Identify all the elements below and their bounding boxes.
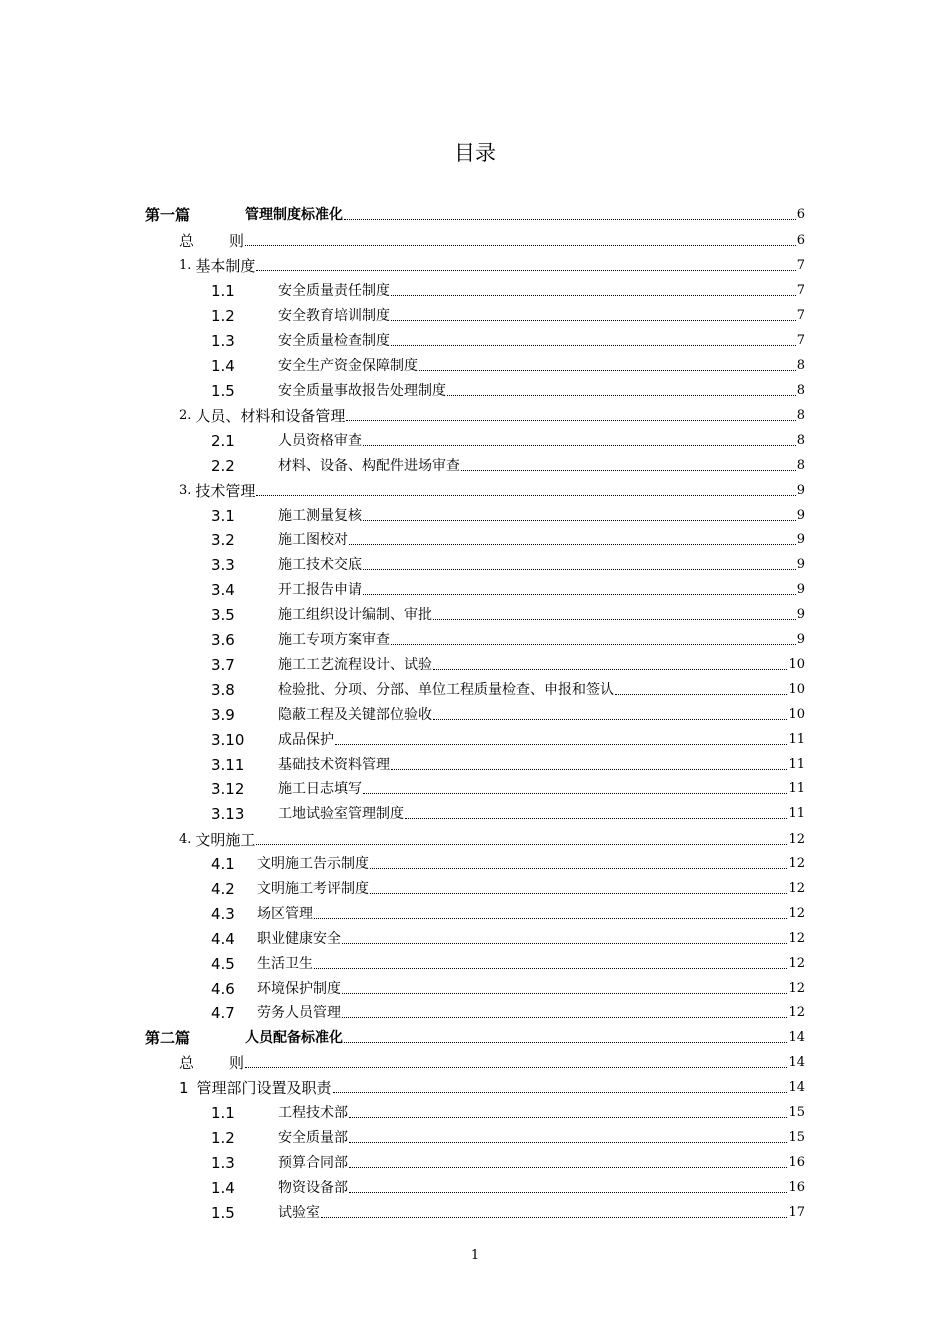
toc-leader-dots xyxy=(391,320,796,321)
toc-entry-number: 3.6 xyxy=(211,631,235,649)
toc-entry-number: 1.5 xyxy=(211,382,235,400)
toc-entry[interactable] xyxy=(211,998,805,1022)
toc-entry-label: 文明施工考评制度 xyxy=(257,881,369,897)
toc-entry-page: 7 xyxy=(796,333,805,348)
toc-entry[interactable] xyxy=(211,326,805,350)
toc-leader-dots xyxy=(256,844,787,845)
toc-entry-label: 职业健康安全 xyxy=(257,931,341,947)
toc-entry-page: 12 xyxy=(788,981,805,996)
toc-entry-number: 第二篇 xyxy=(145,1029,191,1047)
toc-entry-page: 9 xyxy=(796,632,805,647)
toc-entry-label: 管理部门设置及职责 xyxy=(196,1079,332,1097)
toc-entry-page: 16 xyxy=(788,1155,805,1170)
toc-entry-page: 12 xyxy=(788,931,805,946)
toc-leader-dots xyxy=(321,1217,787,1218)
toc-leader-dots xyxy=(349,1167,787,1168)
toc-entry-number: 总 xyxy=(179,232,195,250)
toc-entry-page: 10 xyxy=(788,682,805,697)
toc-entry-number: 3.7 xyxy=(211,656,235,674)
toc-entry[interactable] xyxy=(211,625,805,649)
toc-entry-label: 安全教育培训制度 xyxy=(278,308,390,324)
toc-entry[interactable] xyxy=(211,750,805,774)
toc-entry-page: 6 xyxy=(796,233,805,248)
toc-entry-number: 1.3 xyxy=(211,332,235,350)
toc-entry-label: 安全质量责任制度 xyxy=(278,283,390,299)
toc-entry-page: 9 xyxy=(796,483,805,498)
toc-entry-page: 8 xyxy=(796,458,805,473)
toc-leader-dots xyxy=(363,569,796,570)
toc-entry[interactable] xyxy=(145,200,805,224)
toc-entry-number: 3.9 xyxy=(211,706,235,724)
toc-leader-dots xyxy=(349,1192,787,1193)
toc-entry-page: 9 xyxy=(796,557,805,572)
toc-leader-dots xyxy=(349,1117,787,1118)
toc-entry-page: 11 xyxy=(788,806,805,821)
toc-entry-page: 10 xyxy=(788,707,805,722)
toc-entry[interactable] xyxy=(211,974,805,998)
toc-leader-dots xyxy=(391,769,787,770)
toc-entry-page: 7 xyxy=(796,283,805,298)
toc-leader-dots xyxy=(363,445,796,446)
toc-entry-label: 试验室 xyxy=(278,1205,320,1221)
toc-entry[interactable] xyxy=(211,849,805,873)
toc-entry-label: 劳务人员管理 xyxy=(257,1005,341,1021)
toc-entry-page: 11 xyxy=(788,757,805,772)
toc-leader-dots xyxy=(342,943,787,944)
toc-entry-label: 施工图校对 xyxy=(278,532,348,548)
toc-entry-number: 3.2 xyxy=(211,531,235,549)
toc-entry-number: 1.3 xyxy=(211,1154,235,1172)
toc-leader-dots xyxy=(363,520,796,521)
toc-entry-label: 开工报告申请 xyxy=(278,582,362,598)
toc-entry-label: 基础技术资料管理 xyxy=(278,757,390,773)
toc-entry-label: 生活卫生 xyxy=(257,956,313,972)
toc-entry-label: 隐蔽工程及关键部位验收 xyxy=(278,707,432,723)
toc-leader-dots xyxy=(419,370,796,371)
toc-entry-number: 3.8 xyxy=(211,681,235,699)
toc-leader-dots xyxy=(447,395,796,396)
toc-entry-number: 1.2 xyxy=(211,1129,235,1147)
toc-entry-number: 4.2 xyxy=(211,880,235,898)
toc-leader-dots xyxy=(335,744,787,745)
toc-entry[interactable] xyxy=(179,825,805,849)
toc-leader-dots xyxy=(433,669,787,670)
toc-entry-page: 9 xyxy=(796,508,805,523)
toc-entry-page: 10 xyxy=(788,657,805,672)
toc-leader-dots xyxy=(405,818,787,819)
toc-leader-dots xyxy=(433,719,787,720)
toc-entry[interactable] xyxy=(179,1073,805,1097)
toc-leader-dots xyxy=(363,594,796,595)
toc-leader-dots xyxy=(344,1042,787,1043)
toc-leader-dots xyxy=(391,345,796,346)
toc-entry[interactable] xyxy=(211,1123,805,1147)
toc-entry-number: 3.10 xyxy=(211,731,245,749)
toc-entry-number: 2.2 xyxy=(211,457,235,475)
toc-entry[interactable] xyxy=(145,1023,805,1047)
toc-entry[interactable] xyxy=(211,1148,805,1172)
toc-entry-page: 12 xyxy=(788,881,805,896)
toc-entry-page: 11 xyxy=(788,781,805,796)
toc-entry-page: 8 xyxy=(796,383,805,398)
toc-entry-page: 15 xyxy=(788,1130,805,1145)
toc-entry-number: 1.1 xyxy=(211,282,235,300)
toc-entry-label: 人员资格审查 xyxy=(278,433,362,449)
toc-leader-dots xyxy=(314,968,787,969)
toc-leader-dots xyxy=(461,470,796,471)
toc-entry[interactable] xyxy=(211,276,805,300)
toc-entry-label: 施工测量复核 xyxy=(278,508,362,524)
toc-entry[interactable] xyxy=(211,600,805,624)
toc-entry-label: 则 xyxy=(229,232,245,250)
toc-leader-dots xyxy=(349,1142,787,1143)
toc-entry-label: 工地试验室管理制度 xyxy=(278,806,404,822)
toc-entry[interactable] xyxy=(211,301,805,325)
toc-entry-page: 14 xyxy=(788,1055,805,1070)
toc-entry-number: 4. xyxy=(179,832,192,847)
toc-entry-page: 7 xyxy=(796,258,805,273)
toc-leader-dots xyxy=(333,1092,788,1093)
toc-entry[interactable] xyxy=(211,501,805,525)
toc-entry-label: 文明施工 xyxy=(195,831,256,849)
toc-entry[interactable] xyxy=(211,725,805,749)
toc-entry-label: 管理制度标准化 xyxy=(245,207,343,223)
toc-entry-number: 1.2 xyxy=(211,307,235,325)
toc-entry[interactable] xyxy=(211,451,805,475)
toc-entry-number: 4.3 xyxy=(211,905,235,923)
toc-leader-dots xyxy=(370,893,787,894)
toc-entry-number: 1.4 xyxy=(211,357,235,375)
toc-entry-number: 3.12 xyxy=(211,780,245,798)
toc-entry[interactable] xyxy=(211,1198,805,1222)
toc-entry-number: 3.1 xyxy=(211,507,235,525)
toc-entry[interactable] xyxy=(211,799,805,823)
toc-entry[interactable] xyxy=(211,949,805,973)
toc-entry-number: 总 xyxy=(179,1054,195,1072)
toc-entry-page: 17 xyxy=(788,1205,805,1220)
toc-entry-number: 3.13 xyxy=(211,805,245,823)
toc-leader-dots xyxy=(314,918,787,919)
toc-entry-number: 3.11 xyxy=(211,756,245,774)
toc-entry-page: 9 xyxy=(796,607,805,622)
toc-entry-label: 环境保护制度 xyxy=(257,981,341,997)
toc-leader-dots xyxy=(342,993,787,994)
toc-entry[interactable] xyxy=(211,550,805,574)
page-number: 1 xyxy=(470,1248,480,1263)
toc-leader-dots xyxy=(256,495,795,496)
toc-entry[interactable] xyxy=(211,351,805,375)
toc-entry-number: 4.4 xyxy=(211,930,235,948)
toc-entry[interactable] xyxy=(211,874,805,898)
toc-entry-number: 2.1 xyxy=(211,432,235,450)
toc-entry-label: 安全质量部 xyxy=(278,1130,348,1146)
toc-leader-dots xyxy=(615,694,787,695)
toc-entry-number: 第一篇 xyxy=(145,206,191,224)
toc-entry-label: 则 xyxy=(229,1054,245,1072)
toc-entry-number: 1.5 xyxy=(211,1204,235,1222)
toc-entry-page: 11 xyxy=(788,732,805,747)
toc-entry-page: 12 xyxy=(788,856,805,871)
toc-leader-dots xyxy=(346,420,795,421)
toc-entry-number: 1.4 xyxy=(211,1179,235,1197)
toc-leader-dots xyxy=(349,544,796,545)
toc-entry[interactable] xyxy=(211,376,805,400)
toc-entry-label: 物资设备部 xyxy=(278,1180,348,1196)
toc-entry[interactable] xyxy=(211,774,805,798)
toc-entry-label: 安全质量事故报告处理制度 xyxy=(278,383,446,399)
toc-entry-number: 4.6 xyxy=(211,980,235,998)
toc-leader-dots xyxy=(433,619,796,620)
toc-entry-label: 施工专项方案审查 xyxy=(278,632,390,648)
toc-entry-number: 1.1 xyxy=(211,1104,235,1122)
toc-entry-label: 预算合同部 xyxy=(278,1155,348,1171)
toc-entry-page: 8 xyxy=(796,433,805,448)
toc-entry[interactable] xyxy=(211,426,805,450)
toc-entry[interactable] xyxy=(179,226,805,250)
toc-entry-page: 8 xyxy=(796,408,805,423)
toc-entry[interactable] xyxy=(211,525,805,549)
toc-entry[interactable] xyxy=(211,675,805,699)
toc-leader-dots xyxy=(245,245,796,246)
toc-entry-label: 安全生产资金保障制度 xyxy=(278,358,418,374)
toc-entry-page: 14 xyxy=(788,1030,805,1045)
toc-entry-number: 4.7 xyxy=(211,1004,235,1022)
toc-entry-label: 检验批、分项、分部、单位工程质量检查、申报和签认 xyxy=(278,682,614,698)
toc-entry-label: 技术管理 xyxy=(195,482,256,500)
toc-entry-label: 基本制度 xyxy=(195,257,256,275)
toc-entry-label: 人员配备标准化 xyxy=(245,1030,343,1046)
toc-entry[interactable] xyxy=(179,476,805,500)
toc-entry-number: 4.1 xyxy=(211,855,235,873)
toc-entry[interactable] xyxy=(179,251,805,275)
toc-entry[interactable] xyxy=(211,899,805,923)
toc-entry[interactable] xyxy=(179,1048,805,1072)
toc-entry-label: 施工日志填写 xyxy=(278,781,362,797)
toc-entry-page: 15 xyxy=(788,1105,805,1120)
toc-entry-number: 3.3 xyxy=(211,556,235,574)
toc-entry-number: 1 xyxy=(179,1079,189,1097)
toc-entry-page: 16 xyxy=(788,1180,805,1195)
toc-entry[interactable] xyxy=(211,1098,805,1122)
toc-leader-dots xyxy=(363,793,787,794)
toc-entry-label: 成品保护 xyxy=(278,732,334,748)
toc-entry-page: 6 xyxy=(796,207,805,222)
toc-entry-page: 9 xyxy=(796,532,805,547)
toc-entry-label: 施工技术交底 xyxy=(278,557,362,573)
toc-entry[interactable] xyxy=(211,1173,805,1197)
toc-entry-page: 14 xyxy=(788,1080,805,1095)
toc-entry-number: 4.5 xyxy=(211,955,235,973)
toc-entry-page: 12 xyxy=(788,832,805,847)
toc-entry-page: 8 xyxy=(796,358,805,373)
page-title: 目录 xyxy=(454,141,496,165)
toc-leader-dots xyxy=(342,1017,787,1018)
toc-entry[interactable] xyxy=(211,650,805,674)
toc-entry-label: 场区管理 xyxy=(257,906,313,922)
toc-entry-label: 施工组织设计编制、审批 xyxy=(278,607,432,623)
toc-leader-dots xyxy=(256,270,795,271)
toc-entry-label: 工程技术部 xyxy=(278,1105,348,1121)
toc-entry[interactable] xyxy=(211,575,805,599)
toc-leader-dots xyxy=(245,1067,787,1068)
toc-entry-number: 1. xyxy=(179,258,192,273)
toc-leader-dots xyxy=(370,868,787,869)
toc-entry-number: 3.5 xyxy=(211,606,235,624)
toc-entry-page: 12 xyxy=(788,956,805,971)
toc-entry-number: 3. xyxy=(179,483,192,498)
toc-entry[interactable] xyxy=(211,700,805,724)
toc-entry-label: 安全质量检查制度 xyxy=(278,333,390,349)
toc-entry-label: 施工工艺流程设计、试验 xyxy=(278,657,432,673)
toc-entry-number: 2. xyxy=(179,408,192,423)
toc-entry[interactable] xyxy=(179,401,805,425)
toc-entry-label: 文明施工告示制度 xyxy=(257,856,369,872)
toc-entry-page: 9 xyxy=(796,582,805,597)
toc-entry[interactable] xyxy=(211,924,805,948)
toc-entry-number: 3.4 xyxy=(211,581,235,599)
toc-entry-page: 12 xyxy=(788,906,805,921)
toc-entry-page: 7 xyxy=(796,308,805,323)
toc-leader-dots xyxy=(391,295,796,296)
toc-entry-page: 12 xyxy=(788,1005,805,1020)
toc-leader-dots xyxy=(391,644,796,645)
toc-entry-label: 材料、设备、构配件进场审查 xyxy=(278,458,460,474)
toc-leader-dots xyxy=(344,219,796,220)
toc-entry-label: 人员、材料和设备管理 xyxy=(195,407,346,425)
